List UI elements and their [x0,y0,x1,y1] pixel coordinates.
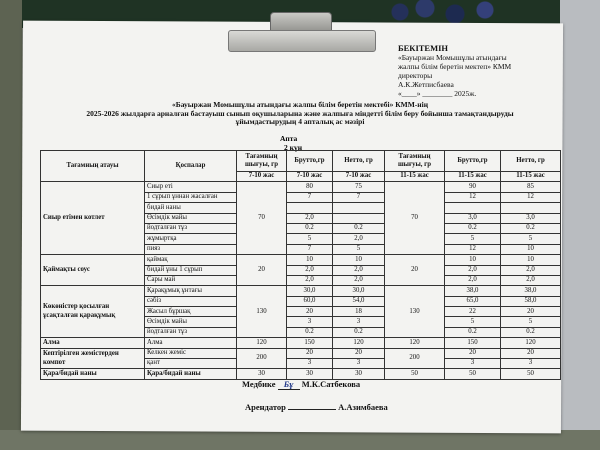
header-line3: ұйымдастырудың 4 апталық ас мәзірі [235,117,365,126]
approval-block [398,44,548,98]
netto-7-10: 2,0 [333,234,385,244]
brutto-7-10: 80 [287,182,333,192]
approval-line1: «Бауыржан Момышұлы атындағы [398,53,507,62]
menu-table-body [41,182,561,379]
netto-11-15: 10 [501,244,561,254]
ingredient-name: Қара/бидай наны [145,369,237,379]
netto-7-10: 2,0 [333,275,385,285]
col-netto-11-15: Нетто, гр [501,151,561,172]
netto-7-10: 5 [333,244,385,254]
brutto-11-15: 12 [445,192,501,202]
yield-7-10: 120 [237,338,287,348]
brutto-7-10: 3 [287,317,333,327]
yield-11-15: 130 [385,286,445,338]
age-11-15: 11-15 жас [385,172,445,182]
week-label: Апта [280,134,298,143]
brutto-7-10: 2,0 [287,275,333,285]
dish-name: Алма [41,338,145,348]
background-right [560,0,600,450]
netto-11-15: 0.2 [501,327,561,337]
ingredient-name: бидай ұны 1 сұрып [145,265,237,275]
brutto-7-10: 30 [287,369,333,379]
brutto-11-15: 65,0 [445,296,501,306]
age-7-10: 7-10 жас [333,172,385,182]
approval-line2: жалпы білім беретін мектеп» КММ [398,62,512,71]
nurse-signature [242,379,360,390]
brutto-7-10: 30,0 [287,286,333,296]
netto-7-10: 18 [333,307,385,317]
ingredient-name: Өсімдік майы [145,213,237,223]
brutto-11-15: 5 [445,234,501,244]
ingredient-name: Келкен жеміс [145,348,237,358]
table-row [41,286,561,296]
netto-11-15: 3 [501,359,561,369]
brutto-11-15: 2,0 [445,265,501,275]
netto-7-10 [333,213,385,223]
netto-11-15: 2,0 [501,265,561,275]
header-line1: «Бауыржан Момышұлы атындағы жалпы білім беретін мектебі» КММ-нің [171,100,429,109]
netto-7-10: 0.2 [333,327,385,337]
menu-table [40,150,561,380]
netto-7-10: 30,0 [333,286,385,296]
table-row [41,369,561,379]
brutto-11-15: 10 [445,255,501,265]
age-7-10: 7-10 жас [237,172,287,182]
table-row [41,348,561,358]
netto-11-15: 0.2 [501,223,561,233]
background-left [0,0,22,450]
netto-11-15: 5 [501,234,561,244]
brutto-7-10: 2,0 [287,213,333,223]
brutto-11-15 [445,203,501,213]
ingredient-name: Жасыл бұршақ [145,307,237,317]
netto-11-15: 12 [501,192,561,202]
yield-11-15: 20 [385,255,445,286]
netto-7-10: 54,0 [333,296,385,306]
ingredient-name: 1 сұрып ұннан жасалған [145,192,237,202]
col-brutto-7-10: Брутто,гр [287,151,333,172]
dish-name: Кептірілген жемістерден компот [41,348,145,369]
table-row [41,182,561,192]
ingredient-name: Сары май [145,275,237,285]
netto-11-15: 20 [501,348,561,358]
dish-name: Көкөністер қосылған ұсақталған қарақұмық [41,286,145,338]
netto-11-15 [501,203,561,213]
col-dish: Тағамның атауы [41,151,145,182]
document-header [40,101,560,127]
dish-name: Сиыр етімен котлет [41,182,145,255]
brutto-7-10: 60,0 [287,296,333,306]
nurse-signature-mark: Бұ [278,379,300,390]
ingredient-name: қант [145,359,237,369]
tenant-signature [245,402,388,412]
brutto-7-10: 20 [287,348,333,358]
yield-7-10: 20 [237,255,287,286]
col-netto-7-10: Нетто, гр [333,151,385,172]
ingredient-name: бидай наны [145,203,237,213]
netto-11-15: 10 [501,255,561,265]
yield-7-10: 200 [237,348,287,369]
tenant-label: Арендатор [245,402,286,412]
ingredient-name: пияз [145,244,237,254]
approval-title: БЕКІТЕМІН [398,43,449,53]
brutto-11-15: 38,0 [445,286,501,296]
brutto-11-15: 50 [445,369,501,379]
col-yield-11-15: Тағамның шығуы, гр [385,151,445,172]
brutto-7-10: 0.2 [287,327,333,337]
brutto-11-15: 0.2 [445,327,501,337]
brutto-7-10: 7 [287,192,333,202]
brutto-11-15: 3,0 [445,213,501,223]
col-ingredients: Қоспалар [145,151,237,182]
brutto-11-15: 22 [445,307,501,317]
brutto-7-10: 150 [287,338,333,348]
netto-7-10: 3 [333,359,385,369]
approval-date: «____» ________ 2025ж. [398,89,477,98]
brutto-11-15: 2,0 [445,275,501,285]
dish-name: Қаймақты соус [41,255,145,286]
age-7-10: 7-10 жас [287,172,333,182]
netto-11-15: 3,0 [501,213,561,223]
ingredient-name: йодталған тұз [145,327,237,337]
age-11-15: 11-15 жас [501,172,561,182]
netto-7-10: 30 [333,369,385,379]
brutto-11-15: 150 [445,338,501,348]
ingredient-name: қаймақ [145,255,237,265]
netto-7-10: 0.2 [333,223,385,233]
age-11-15: 11-15 жас [445,172,501,182]
netto-7-10: 7 [333,192,385,202]
ingredient-name: Қарақұмық ұнтағы [145,286,237,296]
table-row [41,338,561,348]
header-line2: 2025-2026 жылдарға арналған бастауыш сынып оқушыларына және жалпыға міндетті білім беру бойынша тамақтандыруды [86,108,514,118]
brutto-7-10: 20 [287,307,333,317]
day-label: 2 күн [284,143,303,152]
yield-11-15: 50 [385,369,445,379]
brutto-11-15: 90 [445,182,501,192]
yield-11-15: 70 [385,182,445,255]
netto-11-15: 58,0 [501,296,561,306]
netto-7-10: 3 [333,317,385,327]
brutto-7-10: 2,0 [287,265,333,275]
tenant-name: А.Азимбаева [338,402,388,412]
nurse-label: Медбике [242,379,276,389]
netto-7-10 [333,203,385,213]
col-yield-7-10: Тағамның шығуы, гр [237,151,287,172]
brutto-11-15: 12 [445,244,501,254]
yield-11-15: 200 [385,348,445,369]
netto-11-15: 5 [501,317,561,327]
clipboard-clip [228,30,376,52]
brutto-11-15: 0.2 [445,223,501,233]
brutto-11-15: 5 [445,317,501,327]
dish-name: Қара/бидай наны [41,369,145,379]
brutto-7-10 [287,203,333,213]
nurse-name: М.К.Сатбекова [301,379,361,389]
yield-7-10: 70 [237,182,287,255]
netto-7-10: 10 [333,255,385,265]
yield-7-10: 130 [237,286,287,338]
ingredient-name: Сиыр еті [145,182,237,192]
brutto-7-10: 10 [287,255,333,265]
brutto-11-15: 3 [445,359,501,369]
brutto-7-10: 5 [287,234,333,244]
ingredient-name: сәбіз [145,296,237,306]
approval-line3: директоры [398,71,433,80]
brutto-7-10: 3 [287,359,333,369]
netto-11-15: 50 [501,369,561,379]
netto-11-15: 20 [501,307,561,317]
ingredient-name: Алма [145,338,237,348]
brutto-7-10: 7 [287,244,333,254]
netto-11-15: 38,0 [501,286,561,296]
ingredient-name: йодталған тұз [145,223,237,233]
yield-11-15: 120 [385,338,445,348]
tenant-signature-line [288,402,336,410]
netto-7-10: 20 [333,348,385,358]
netto-11-15: 85 [501,182,561,192]
netto-11-15: 120 [501,338,561,348]
approval-name: А.К.Жетписбаева [398,80,454,89]
netto-7-10: 75 [333,182,385,192]
brutto-7-10: 0.2 [287,223,333,233]
yield-7-10: 30 [237,369,287,379]
ingredient-name: жұмыртқа [145,234,237,244]
netto-7-10: 120 [333,338,385,348]
netto-7-10: 2,0 [333,265,385,275]
brutto-11-15: 20 [445,348,501,358]
table-row [41,255,561,265]
ingredient-name: Өсімдік майы [145,317,237,327]
netto-11-15: 2,0 [501,275,561,285]
col-brutto-11-15: Брутто,гр [445,151,501,172]
